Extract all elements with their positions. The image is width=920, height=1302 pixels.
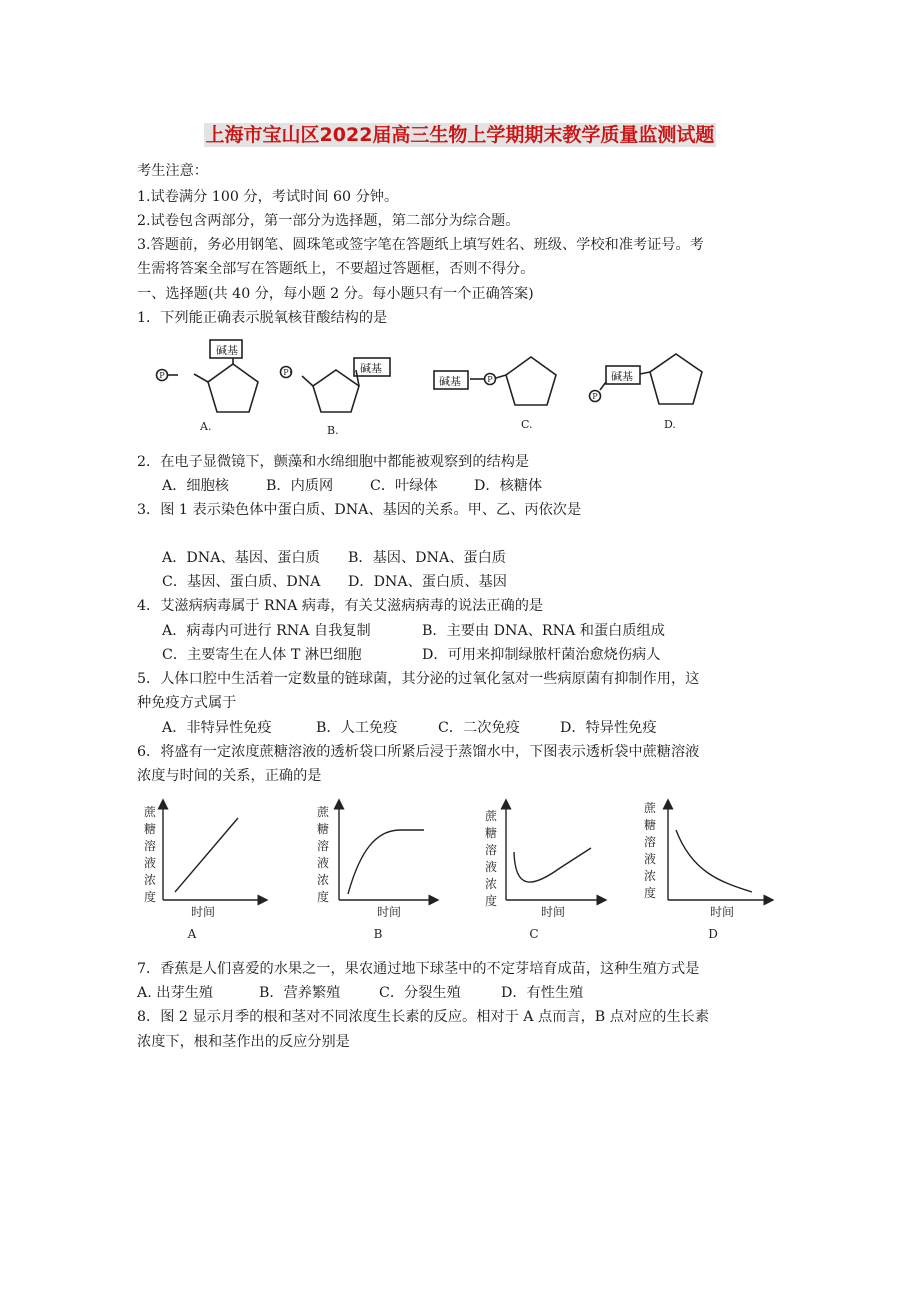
option-c[interactable]: C．主要寄生在人体 T 淋巴细胞: [162, 647, 362, 663]
svg-text:浓: 浓: [143, 873, 157, 887]
question-4-options-row2: [162, 646, 660, 664]
svg-text:糖: 糖: [643, 818, 657, 832]
svg-text:度: 度: [143, 890, 157, 904]
ylabel-c: [485, 808, 498, 908]
option-c[interactable]: C．基因、蛋白质、DNA: [162, 574, 321, 590]
nucleotide-options-figure: [140, 332, 720, 440]
graph-label-c: C: [529, 927, 539, 941]
svg-text:浓: 浓: [316, 873, 330, 887]
option-b[interactable]: B．人工免疫: [316, 720, 398, 736]
svg-text:浓: 浓: [484, 877, 498, 891]
ylabel-a: [144, 804, 157, 904]
option-b[interactable]: B．主要由 DNA、RNA 和蛋白质组成: [422, 623, 665, 639]
notice-item: 1.试卷满分 100 分，考试时间 60 分钟。: [137, 189, 399, 205]
option-a[interactable]: A. 出芽生殖: [137, 985, 214, 1001]
base-label-b: 碱基: [360, 362, 382, 375]
svg-text:度: 度: [643, 886, 657, 900]
phosphate-label-d: P: [592, 392, 598, 401]
base-label-c: 碱基: [439, 375, 461, 388]
option-c[interactable]: C．二次免疫: [438, 720, 520, 736]
question-5-options: [162, 719, 657, 737]
svg-text:蔗: 蔗: [484, 809, 498, 823]
curve-d: [676, 830, 752, 892]
option-c[interactable]: C．分裂生殖: [379, 985, 461, 1001]
pentose-ring-a: [208, 364, 258, 412]
xlabel-d: 时间: [709, 905, 735, 919]
notice-item: 生需将答案全部写在答题纸上，不要超过答题框，否则不得分。: [137, 261, 535, 277]
graph-label-a: A: [187, 927, 197, 941]
option-a[interactable]: A．非特异性免疫: [162, 720, 272, 736]
option-label-b: B.: [327, 424, 339, 437]
svg-text:浓: 浓: [643, 869, 657, 883]
xlabel-c: 时间: [540, 905, 566, 919]
question-8-stem: 8．图 2 显示月季的根和茎对不同浓度生长素的反应。相对于 A 点而言，B 点对应的生长素: [137, 1009, 710, 1025]
notice-item: 3.答题前，务必用钢笔、圆珠笔或签字笔在答题纸上填写姓名、班级、学校和准考证号。考: [137, 237, 704, 253]
svg-text:液: 液: [316, 856, 330, 870]
svg-text:液: 液: [143, 856, 157, 870]
option-d[interactable]: D．核糖体: [474, 478, 543, 494]
concentration-time-graphs: [140, 796, 780, 948]
curve-c: [514, 848, 591, 882]
page-title: 上海市宝山区2022届高三生物上学期期末教学质量监测试题: [205, 124, 715, 146]
option-d[interactable]: D．DNA、蛋白质、基因: [348, 574, 507, 590]
pentose-ring-d: [650, 354, 702, 404]
base-label-a: 碱基: [216, 344, 238, 357]
svg-text:糖: 糖: [143, 822, 157, 836]
question-7-stem: 7．香蕉是人们喜爱的水果之一，果农通过地下球茎中的不定芽培育成苗，这种生殖方式是: [137, 961, 700, 977]
phosphate-label-b: P: [283, 368, 289, 377]
option-d[interactable]: D．特异性免疫: [560, 720, 657, 736]
svg-text:蔗: 蔗: [316, 805, 330, 819]
curve-a: [175, 818, 238, 892]
pentose-ring-c: [506, 357, 556, 405]
curve-b: [348, 830, 424, 894]
svg-text:溶: 溶: [484, 843, 498, 857]
ylabel-b: [317, 804, 330, 904]
ylabel-d: [644, 800, 657, 900]
graph-label-b: B: [373, 927, 383, 941]
graph-label-d: D: [708, 927, 718, 941]
option-label-c: C.: [521, 418, 533, 431]
option-a[interactable]: A．DNA、基因、蛋白质: [162, 550, 320, 566]
question-6-stem-cont: 浓度与时间的关系，正确的是: [137, 768, 322, 784]
graph-b: [339, 804, 434, 900]
graph-c: [506, 804, 602, 900]
phosphate-label-c: P: [487, 375, 493, 384]
pentose-ring-b: [313, 370, 359, 412]
question-8-stem-cont: 浓度下，根和茎作出的反应分别是: [137, 1034, 350, 1050]
phosphate-label-a: P: [159, 371, 165, 380]
xlabel-b: 时间: [376, 905, 402, 919]
question-4-options-row1: [162, 622, 665, 640]
svg-text:液: 液: [643, 852, 657, 866]
base-label-d: 碱基: [611, 370, 633, 383]
notice-item: 2.试卷包含两部分，第一部分为选择题，第二部分为综合题。: [137, 213, 520, 229]
question-5-stem: 5．人体口腔中生活着一定数量的链球菌，其分泌的过氧化氢对一些病原菌有抑制作用，这: [137, 671, 700, 687]
svg-text:溶: 溶: [316, 839, 330, 853]
option-b[interactable]: B．内质网: [266, 478, 334, 494]
question-2-stem: 2．在电子显微镜下，颤藻和水绵细胞中都能被观察到的结构是: [137, 454, 530, 470]
option-a[interactable]: A．病毒内可进行 RNA 自我复制: [162, 623, 371, 639]
notice-heading: 考生注意：: [137, 163, 208, 179]
question-5-stem-cont: 种免疫方式属于: [137, 695, 237, 711]
option-d[interactable]: D．有性生殖: [501, 985, 584, 1001]
question-6-stem: 6．将盛有一定浓度蔗糖溶液的透析袋口所紧后浸于蒸馏水中，下图表示透析袋中蔗糖溶液: [137, 744, 700, 760]
svg-text:蔗: 蔗: [643, 801, 657, 815]
option-a[interactable]: A．细胞核: [162, 478, 229, 494]
svg-text:糖: 糖: [484, 826, 498, 840]
question-1-stem: 1．下列能正确表示脱氧核苷酸结构的是: [137, 310, 388, 326]
option-b[interactable]: B．营养繁殖: [259, 985, 341, 1001]
question-3-options-row2: [162, 573, 507, 591]
graph-d: [668, 804, 769, 900]
option-label-a: A.: [200, 420, 212, 433]
svg-text:蔗: 蔗: [143, 805, 157, 819]
svg-text:糖: 糖: [316, 822, 330, 836]
question-7-options: [137, 984, 583, 1002]
question-3-options-row1: [162, 549, 506, 567]
svg-text:溶: 溶: [143, 839, 157, 853]
xlabel-a: 时间: [190, 905, 216, 919]
question-4-stem: 4．艾滋病病毒属于 RNA 病毒，有关艾滋病病毒的说法正确的是: [137, 598, 544, 614]
svg-text:液: 液: [484, 860, 498, 874]
svg-text:度: 度: [484, 894, 498, 908]
svg-text:度: 度: [316, 890, 330, 904]
option-label-d: D.: [664, 418, 676, 431]
question-2-options: [162, 477, 542, 495]
svg-text:溶: 溶: [643, 835, 657, 849]
graph-a: [163, 804, 263, 900]
section-heading: 一、选择题(共 40 分，每小题 2 分。每小题只有一个正确答案): [137, 286, 534, 302]
option-b[interactable]: B．基因、DNA、蛋白质: [348, 550, 506, 566]
option-c[interactable]: C．叶绿体: [370, 478, 438, 494]
option-d[interactable]: D．可用来抑制绿脓杆菌治愈烧伤病人: [422, 647, 661, 663]
question-3-stem: 3．图 1 表示染色体中蛋白质、DNA、基因的关系。甲、乙、丙依次是: [137, 502, 582, 518]
